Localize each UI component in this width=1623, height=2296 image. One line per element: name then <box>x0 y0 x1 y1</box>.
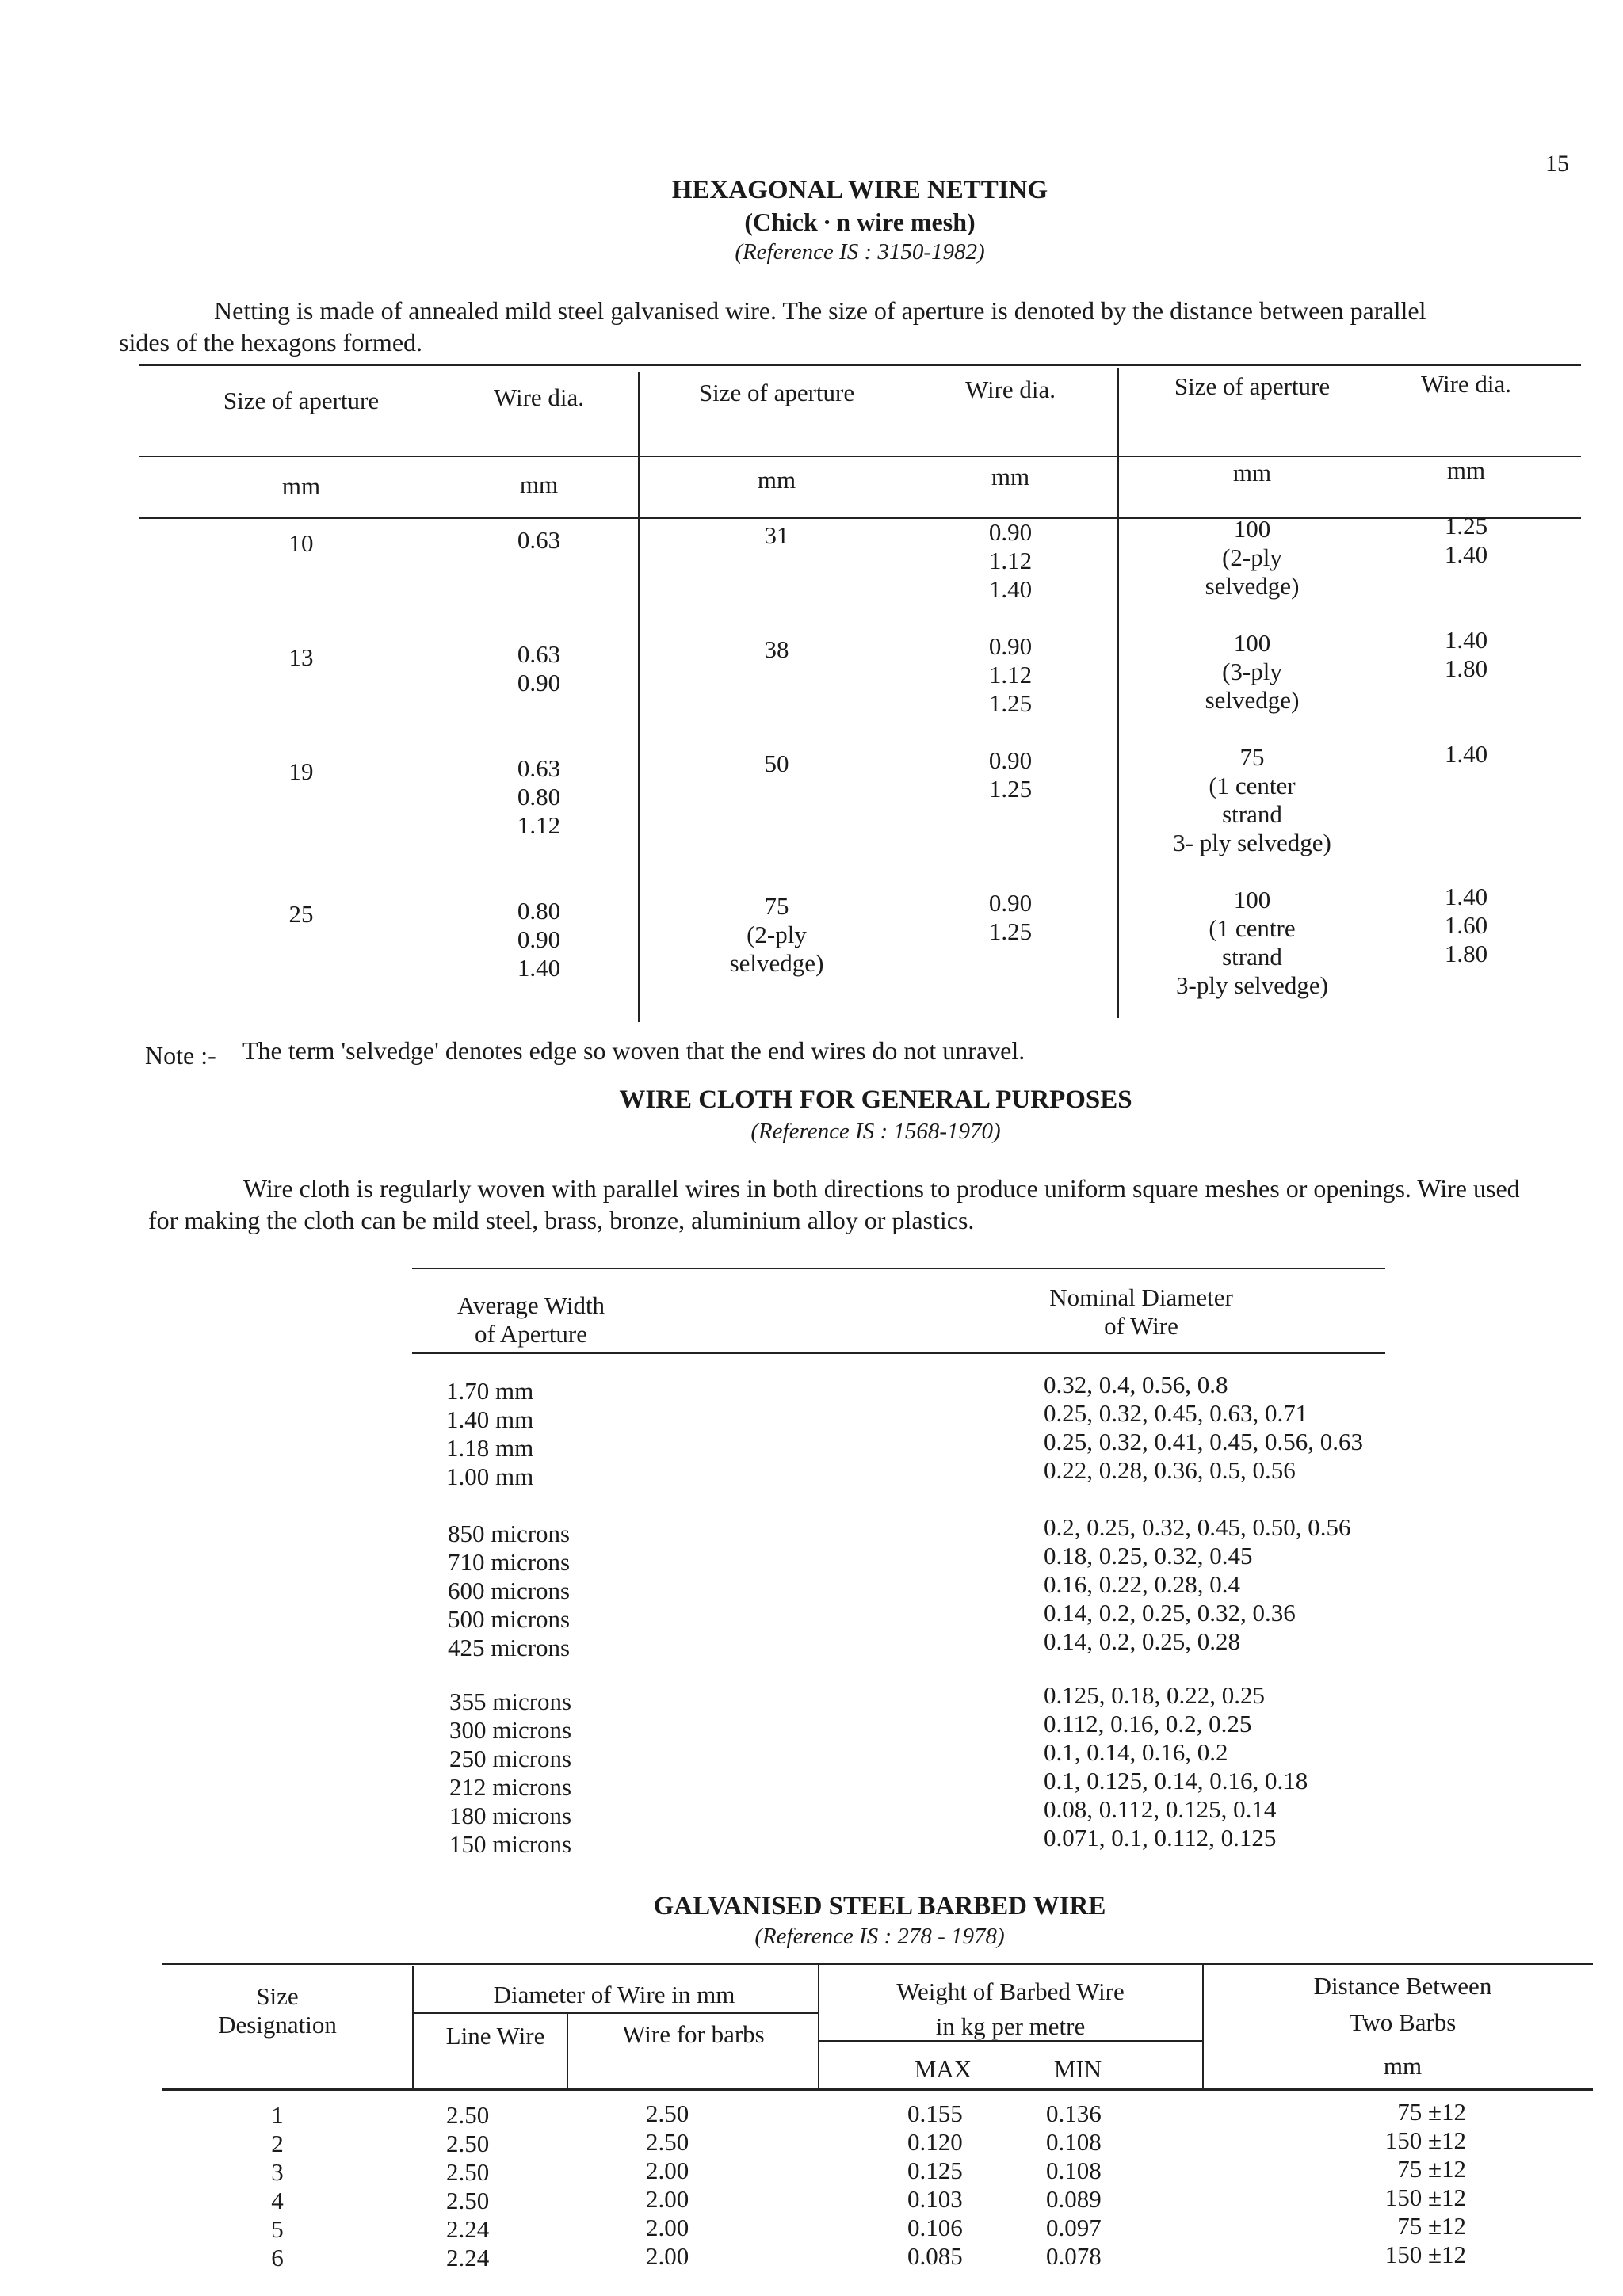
hex-c3-r1-size: 100 (2-ply selvedge) <box>1205 515 1300 600</box>
note-text: The term 'selvedge' denotes edge so woven that the end wires do not unravel. <box>242 1036 1025 1065</box>
cloth-header-aperture: Average Width of Aperture <box>456 1291 605 1348</box>
barbed-header-weight: Weight of Barbed Wire in kg per metre <box>896 1978 1125 2040</box>
barbed-divider-2 <box>567 2012 568 2088</box>
barbed-col-barbs: 2.50 2.50 2.00 2.00 2.00 2.00 <box>646 2100 689 2270</box>
hex-table-divider-1 <box>638 372 640 1022</box>
barbed-col-line-wire: 2.50 2.50 2.50 2.50 2.24 2.24 <box>446 2101 490 2271</box>
cloth-group3-apertures: 355 microns 300 microns 250 microns 212 microns 180 microns 150 microns <box>449 1688 572 1858</box>
hex-unit-size-2: mm <box>757 466 796 494</box>
hex-c2-r1-size: 31 <box>764 521 789 549</box>
hex-unit-wire-1: mm <box>519 471 559 498</box>
cloth-table-rule-top <box>412 1268 1385 1269</box>
note-label: Note :- <box>145 1041 216 1070</box>
hex-c3-r3-wire: 1.40 <box>1444 740 1488 768</box>
barbed-header-diameter: Diameter of Wire in mm <box>493 1981 735 2008</box>
hex-unit-size-1: mm <box>281 472 321 500</box>
hex-c1-r1-wire: 0.63 <box>517 526 561 554</box>
barbed-rule-header <box>162 2088 1593 2091</box>
hex-c1-r4-wire: 0.80 0.90 1.40 <box>517 897 561 982</box>
hex-c1-r2-size: 13 <box>288 643 314 671</box>
hex-subtitle: (Chick · n wire mesh) <box>744 208 976 236</box>
barbed-rule-diameter <box>412 2012 818 2014</box>
cloth-intro-line1: Wire cloth is regularly woven with parallel wires in both directions to produce uniform square meshes or openings. Wire used <box>243 1174 1520 1203</box>
hex-table-rule-mid <box>139 456 1581 457</box>
hex-c2-r4-wire: 0.90 1.25 <box>988 889 1033 945</box>
barbed-header-distance: Distance Between Two Barbs <box>1313 1972 1492 2036</box>
barbed-col-max: 0.155 0.120 0.125 0.103 0.106 0.085 <box>907 2100 963 2270</box>
hex-c2-r4-size: 75 (2-ply selvedge) <box>729 892 824 977</box>
hex-c2-r3-size: 50 <box>764 749 789 777</box>
hex-c2-r1-wire: 0.90 1.12 1.40 <box>988 518 1033 603</box>
hex-unit-size-3: mm <box>1232 459 1272 486</box>
hex-intro-line1: Netting is made of annealed mild steel galvanised wire. The size of aperture is denoted by the distance between parallel <box>214 296 1426 325</box>
barbed-header-size: Size Designation <box>218 1982 337 2039</box>
hex-c1-r3-size: 19 <box>288 757 314 785</box>
hex-c1-r2-wire: 0.63 0.90 <box>517 640 561 696</box>
hex-intro-line2: sides of the hexagons formed. <box>119 328 423 357</box>
hex-header-size-3: Size of aperture <box>1174 372 1331 400</box>
hex-c1-r3-wire: 0.63 0.80 1.12 <box>517 754 561 839</box>
barbed-col-distance: 75 ±12 150 ±12 75 ±12 150 ±12 75 ±12 150 ±12 <box>1384 2098 1466 2268</box>
barbed-divider-1 <box>412 1966 414 2088</box>
hex-title: HEXAGONAL WIRE NETTING <box>671 176 1048 204</box>
cloth-group1-apertures: 1.70 mm 1.40 mm 1.18 mm 1.00 mm <box>446 1377 534 1490</box>
hex-unit-wire-3: mm <box>1446 456 1486 484</box>
barbed-rule-top <box>162 1963 1593 1965</box>
hex-c3-r4-size: 100 (1 centre strand 3-ply selvedge) <box>1176 886 1328 999</box>
hex-header-size-2: Size of aperture <box>698 379 855 406</box>
barbed-title: GALVANISED STEEL BARBED WIRE <box>653 1892 1106 1920</box>
hex-table-divider-2 <box>1117 368 1119 1018</box>
hex-c2-r2-wire: 0.90 1.12 1.25 <box>988 632 1033 717</box>
barbed-header-distance-unit: mm <box>1383 2052 1423 2080</box>
barbed-header-max: MAX <box>914 2055 972 2083</box>
cloth-intro-line2: for making the cloth can be mild steel, brass, bronze, aluminium alloy or plastics. <box>148 1206 975 1234</box>
hex-c3-r3-size: 75 (1 center strand 3- ply selvedge) <box>1173 743 1331 856</box>
cloth-group1-wires: 0.32, 0.4, 0.56, 0.8 0.25, 0.32, 0.45, 0.63, 0.71 0.25, 0.32, 0.41, 0.45, 0.56, 0.63 0.22, 0.28, 0.36, 0.5, 0.56 <box>1044 1371 1363 1484</box>
cloth-title: WIRE CLOTH FOR GENERAL PURPOSES <box>619 1085 1132 1114</box>
hex-reference: (Reference IS : 3150-1982) <box>735 239 985 265</box>
barbed-header-line-wire: Line Wire <box>445 2022 545 2050</box>
hex-c2-r3-wire: 0.90 1.25 <box>988 746 1033 803</box>
barbed-col-size: 1 2 3 4 5 6 <box>271 2101 284 2271</box>
barbed-col-min: 0.136 0.108 0.108 0.089 0.097 0.078 <box>1046 2100 1102 2270</box>
hex-c1-r1-size: 10 <box>288 529 314 557</box>
barbed-header-barbs: Wire for barbs <box>622 2020 765 2048</box>
hex-unit-wire-2: mm <box>991 463 1030 490</box>
barbed-divider-3 <box>818 1965 819 2088</box>
hex-table-rule-top <box>139 364 1581 366</box>
hex-header-size-1: Size of aperture <box>223 387 380 414</box>
cloth-reference: (Reference IS : 1568-1970) <box>750 1119 1001 1144</box>
cloth-header-wire: Nominal Diameter of Wire <box>1049 1283 1233 1340</box>
hex-c3-r4-wire: 1.40 1.60 1.80 <box>1444 883 1488 967</box>
cloth-group2-apertures: 850 microns 710 microns 600 microns 500 microns 425 microns <box>448 1520 571 1661</box>
cloth-group3-wires: 0.125, 0.18, 0.22, 0.25 0.112, 0.16, 0.2, 0.25 0.1, 0.14, 0.16, 0.2 0.1, 0.125, 0.14, 0.16, 0.18 0.08, 0.112, 0.125, 0.14 0.071, 0.1, 0.112, 0.125 <box>1044 1681 1308 1852</box>
hex-table-rule-header <box>139 517 1581 519</box>
barbed-divider-4 <box>1202 1963 1204 2088</box>
hex-header-wire-3: Wire dia. <box>1420 370 1512 398</box>
page-number: 15 <box>1545 151 1569 177</box>
hex-header-wire-2: Wire dia. <box>964 376 1056 403</box>
hex-c1-r4-size: 25 <box>288 900 314 928</box>
cloth-table-rule-header <box>412 1352 1385 1354</box>
hex-header-wire-1: Wire dia. <box>493 383 585 411</box>
cloth-group2-wires: 0.2, 0.25, 0.32, 0.45, 0.50, 0.56 0.18, 0.25, 0.32, 0.45 0.16, 0.22, 0.28, 0.4 0.14, 0.2, 0.25, 0.32, 0.36 0.14, 0.2, 0.25, 0.28 <box>1044 1513 1351 1655</box>
barbed-reference: (Reference IS : 278 - 1978) <box>754 1924 1005 1949</box>
hex-c3-r2-wire: 1.40 1.80 <box>1444 626 1488 682</box>
hex-c3-r1-wire: 1.25 1.40 <box>1444 512 1488 568</box>
hex-c3-r2-size: 100 (3-ply selvedge) <box>1205 629 1300 714</box>
barbed-header-min: MIN <box>1053 2055 1102 2083</box>
hex-c2-r2-size: 38 <box>764 635 789 663</box>
